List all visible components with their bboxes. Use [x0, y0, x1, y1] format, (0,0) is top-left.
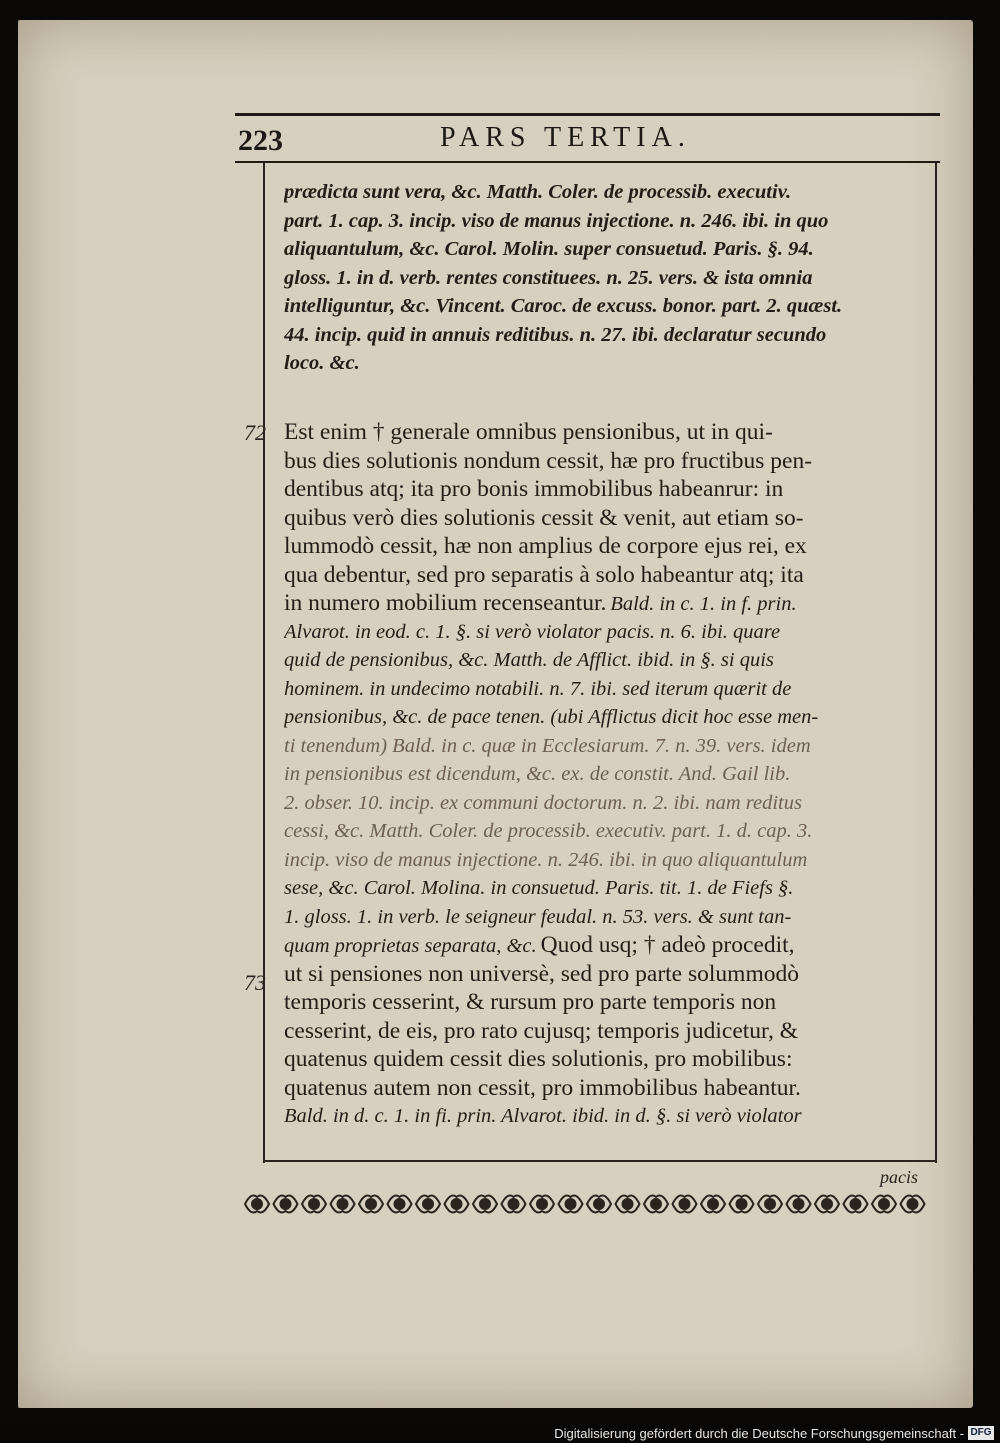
ornament-flower	[821, 1198, 833, 1210]
text-line: cesserint, de eis, pro rato cujusq; temporis judicetur, &	[284, 1017, 798, 1044]
citation-line: Alvarot. in eod. c. 1. §. si verò violator pacis. n. 6. ibi. quare	[284, 620, 781, 643]
text-line: quibus verò dies solutionis cessit & venit, aut etiam so-	[284, 504, 804, 531]
roman-text: in numero mobilium recenseantur.	[284, 590, 607, 616]
ornament-flower	[536, 1198, 548, 1210]
running-title: PARS TERTIA.	[440, 122, 691, 153]
citation-line: pensionibus, &c. de pace tenen. (ubi Afflictus dicit hoc esse men-	[284, 706, 819, 728]
footer-credit-text: Digitalisierung gefördert durch die Deutsche Forschungsgemeinschaft -	[554, 1426, 964, 1441]
ornament-flower	[394, 1198, 406, 1210]
ornament-flower	[365, 1198, 377, 1210]
ornament-flower	[251, 1198, 263, 1210]
citation-line: sese, &c. Carol. Molina. in consuetud. Paris. tit. 1. de Fiefs §.	[284, 877, 794, 899]
citation-line: in pensionibus est dicendum, &c. ex. de constit. And. Gail lib.	[284, 763, 791, 785]
text-line: aliquantulum, &c. Carol. Molin. super consuetud. Paris. §. 94.	[284, 238, 814, 260]
dfg-logo: DFG	[968, 1426, 994, 1440]
text-frame-right-rule	[935, 163, 937, 1163]
text-frame-left-rule	[263, 163, 265, 1163]
citation-line: 1. gloss. 1. in verb. le seigneur feudal. n. 53. vers. & sunt tan-	[284, 905, 792, 928]
text-line: qua debentur, sed pro separatis à solo habeantur atq; ita	[284, 561, 804, 588]
ornament-flower	[622, 1198, 634, 1210]
margin-number-72: 72	[244, 420, 266, 445]
ornament-flower	[650, 1198, 662, 1210]
text-line: quatenus autem non cessit, pro immobilibus habeantur.	[284, 1074, 801, 1101]
header-rule-bottom	[235, 161, 940, 163]
text-line	[284, 931, 934, 960]
text-frame-bottom-rule	[263, 1160, 935, 1162]
ornament-flower	[508, 1198, 520, 1210]
citation-line: incip. viso de manus injectione. n. 246. ibi. in quo aliquantulum	[284, 848, 808, 871]
roman-text: Quod usq; † adeò procedit,	[540, 932, 795, 958]
ornament-flower	[337, 1198, 349, 1210]
ornament-border	[243, 1188, 938, 1220]
text-line: temporis cesserint, & rursum pro parte temporis non	[284, 989, 777, 1015]
ornament-flower	[422, 1198, 434, 1210]
ornament-flower	[850, 1198, 862, 1210]
citation-text: quam proprietas separata, &c.	[284, 935, 537, 957]
ornament-flower	[308, 1198, 320, 1210]
ornament-flower	[736, 1198, 748, 1210]
text-line: intelliguntur, &c. Vincent. Caroc. de excuss. bonor. part. 2. quæst.	[284, 295, 843, 317]
ornament-flower	[907, 1198, 919, 1210]
citation-line: 2. obser. 10. incip. ex communi doctorum. n. 2. ibi. nam reditus	[284, 791, 802, 814]
text-line: ut si pensiones non universè, sed pro parte solummodò	[284, 960, 799, 987]
ornament-flower	[707, 1198, 719, 1210]
ornament-flower	[280, 1198, 292, 1210]
text-line: part. 1. cap. 3. incip. viso de manus injectione. n. 246. ibi. in quo	[284, 209, 829, 232]
ornament-flower	[679, 1198, 691, 1210]
text-line: quatenus quidem cessit dies solutionis, pro mobilibus:	[284, 1046, 793, 1072]
citation-line: ti tenendum) Bald. in c. quæ in Ecclesiarum. 7. n. 39. vers. idem	[284, 734, 811, 757]
text-line: lummodò cessit, hæ non amplius de corpore ejus rei, ex	[284, 533, 807, 559]
ornament-flower	[565, 1198, 577, 1210]
text-line: 44. incip. quid in annuis reditibus. n. 27. ibi. declaratur secundo	[284, 323, 827, 346]
ornament-flower	[764, 1198, 776, 1210]
ornament-flower	[793, 1198, 805, 1210]
ornament-flower	[451, 1198, 463, 1210]
margin-number-73: 73	[244, 970, 266, 995]
text-line: gloss. 1. in d. verb. rentes constituees. n. 25. vers. & ista omnia	[284, 266, 813, 289]
text-line	[284, 589, 934, 618]
digitization-footer	[0, 1424, 1000, 1443]
citation-line: hominem. in undecimo notabili. n. 7. ibi. sed iterum quærit de	[284, 677, 792, 700]
text-line: loco. &c.	[284, 352, 360, 374]
ornament-flower	[878, 1198, 890, 1210]
catchword: pacis	[880, 1167, 918, 1187]
ornament-flower	[479, 1198, 491, 1210]
text-line: dentibus atq; ita pro bonis immobilibus habeanrur: in	[284, 476, 784, 502]
text-line: prædicta sunt vera, &c. Matth. Coler. de processib. executiv.	[284, 181, 792, 203]
ornament-flower	[593, 1198, 605, 1210]
main-paragraph	[284, 418, 934, 1131]
citation-line: Bald. in d. c. 1. in fi. prin. Alvarot. ibid. in d. §. si verò violator	[284, 1105, 802, 1127]
page-number: 223	[238, 124, 283, 157]
citation-line: cessi, &c. Matth. Coler. de processib. executiv. part. 1. d. cap. 3.	[284, 820, 813, 842]
header-rule-top	[235, 113, 940, 116]
text-line: Est enim † generale omnibus pensionibus, ut in qui-	[284, 419, 773, 445]
top-citation-block	[284, 178, 934, 378]
citation-line: quid de pensionibus, &c. Matth. de Afflict. ibid. in §. si quis	[284, 649, 774, 671]
text-line: bus dies solutionis nondum cessit, hæ pro fructibus pen-	[284, 447, 813, 474]
citation-text: Bald. in c. 1. in f. prin.	[610, 593, 797, 615]
